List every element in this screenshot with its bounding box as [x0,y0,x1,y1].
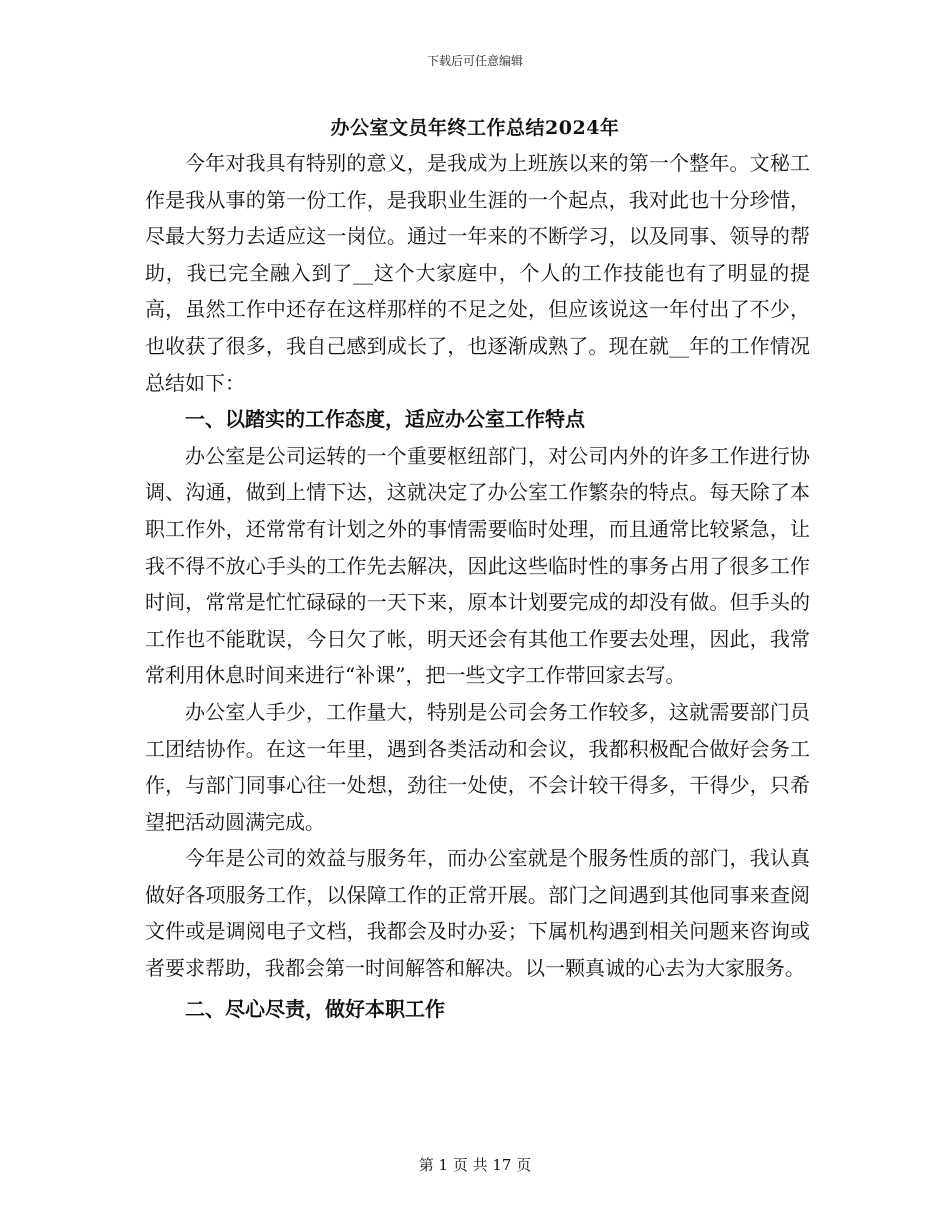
document-body [145,145,810,1027]
document-title: 办公室文员年终工作总结2024年 [330,117,620,139]
paragraph-intro: 今年对我具有特别的意义，是我成为上班族以来的第一个整年。文秘工作是我从事的第一份工作，是我职业生涯的一个起点，我对此也十分珍惜，尽最大努力去适应这一岗位。通过一年来的不断学习，以及同事、领导的帮助，我已完全融入到了__这个大家庭中，个人的工作技能也有了明显的提高，虽然工作中还存在这样那样的不足之处，但应该说这一年付出了不少，也收获了很多，我自己感到成长了，也逐渐成熟了。现在就__年的工作情况总结如下： [145,151,810,395]
section-heading-1: 一、以踏实的工作态度，适应办公室工作特点 [185,407,585,432]
section-heading-2: 二、尽心尽责，做好本职工作 [185,996,445,1021]
paragraph-teamwork: 办公室人手少，工作量大，特别是公司会务工作较多，这就需要部门员工团结协作。在这一年里，遇到各类活动和会议，我都积极配合做好会务工作，与部门同事心往一处想，劲往一处使，不会计较干得多，干得少，只希望把活动圆满完成。 [145,699,810,834]
paragraph-office-features: 办公室是公司运转的一个重要枢纽部门，对公司内外的许多工作进行协调、沟通，做到上情下达，这就决定了办公室工作繁杂的特点。每天除了本职工作外，还常常有计划之外的事情需要临时处理，而且通常比较紧急，让我不得不放心手头的工作先去解决，因此这些临时性的事务占用了很多工作时间，常常是忙忙碌碌的一天下来，原本计划要完成的却没有做。但手头的工作也不能耽误，今日欠了帐，明天还会有其他工作要去处理，因此，我常常利用休息时间来进行“补课”，把一些文字工作带回家去写。 [145,443,810,688]
paragraph-service: 今年是公司的效益与服务年，而办公室就是个服务性质的部门，我认真做好各项服务工作，以保障工作的正常开展。部门之间遇到其他同事来查阅文件或是调阅电子文档，我都会及时办妥；下属机构遇到相关问题来咨询或者要求帮助，我都会第一时间解答和解决。以一颗真诚的心去为大家服务。 [145,846,810,981]
page-header-note: 下载后可任意编辑 [426,54,523,68]
page-number: 第 1 页 共 17 页 [418,1156,532,1174]
